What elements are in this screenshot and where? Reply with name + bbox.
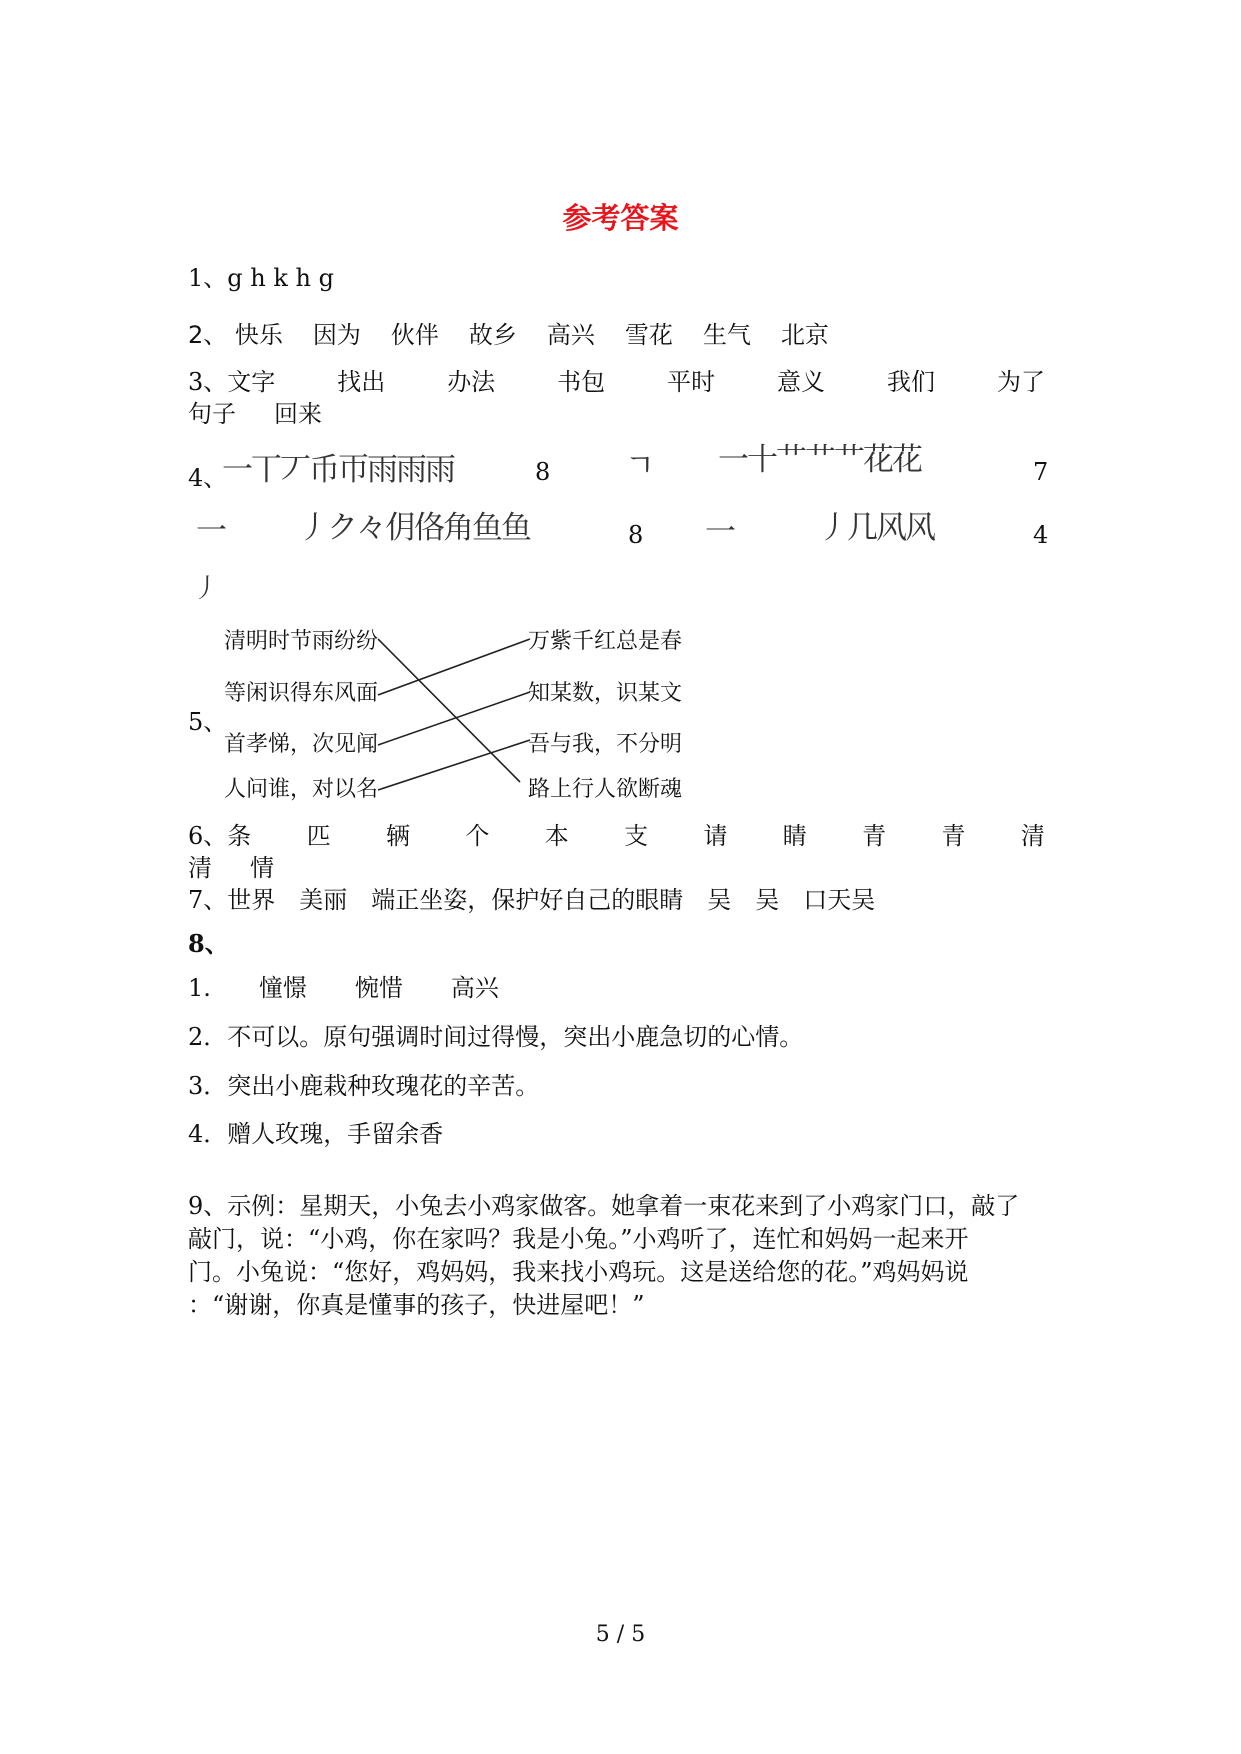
match-right-2: 知某数，识某文: [528, 681, 683, 706]
match-line: [378, 692, 530, 745]
stroke-first: ㄱ: [625, 448, 653, 484]
answer-word: 句子: [188, 400, 236, 428]
answer-word: 雪花: [624, 321, 673, 349]
answer-word: 回来: [274, 400, 322, 428]
match-line: [378, 740, 530, 790]
answer-word: 辆: [386, 822, 410, 850]
match-right-3: 吾与我，不分明: [528, 732, 683, 757]
answer-word: 情: [250, 854, 274, 882]
answer-word: 青: [862, 822, 887, 850]
answer-6-row1: [188, 816, 1045, 851]
stroke-first: 一: [196, 513, 225, 549]
answer-word: 办法: [447, 368, 496, 396]
answer-5-prefix: 5、: [188, 708, 228, 736]
answer-7: 7、世界 美丽 端正坐姿，保护好自己的眼睛 吴 吴 口天吴: [188, 886, 876, 914]
answer-word: 清: [1020, 822, 1045, 850]
answer-word: 支: [624, 822, 649, 850]
answer-word: 北京: [780, 321, 829, 349]
match-line: [378, 639, 530, 695]
answer-word: 我们: [887, 368, 935, 396]
answer-word: 个: [465, 822, 490, 850]
match-left-3: 首孝悌，次见闻: [224, 732, 379, 757]
answer-2-prefix: 2、: [188, 321, 228, 349]
answer-word: 意义: [777, 368, 826, 396]
answer-word: 高兴: [546, 321, 595, 349]
answer-word: 书包: [557, 368, 606, 396]
page-number: 5 / 5: [595, 1622, 646, 1647]
answer-8-item-2: 2．不可以。原句强调时间过得慢，突出小鹿急切的心情。: [188, 1023, 804, 1051]
answer-4-prefix: 4、: [188, 464, 228, 492]
answer-word: 平时: [667, 368, 716, 396]
stroke-count: 8: [535, 458, 551, 486]
answer-9-line-4: ：“谢谢，你真是懂事的孩子，快进屋吧！”: [188, 1291, 645, 1319]
answer-word: 3、文字: [188, 368, 276, 396]
answer-word: 伙伴: [390, 321, 439, 349]
match-left-4: 人问谁，对以名: [224, 777, 379, 802]
answer-8-item-1: 1. 憧憬 惋惜 高兴: [188, 974, 499, 1002]
stroke-count: 8: [628, 521, 644, 549]
stroke-order-hua: 一十艹艹艹花花: [718, 442, 921, 478]
answer-word: 青: [941, 822, 966, 850]
answer-word: 清: [188, 854, 212, 882]
stroke-count: 4: [1033, 521, 1049, 549]
answer-6-row2: [188, 848, 312, 883]
answer-word: 请: [703, 822, 728, 850]
answer-word: 找出: [337, 368, 386, 396]
answer-word: 6、条: [188, 822, 252, 850]
page-title: 参考答案: [562, 201, 679, 235]
stroke-first: 丿: [193, 574, 218, 604]
answer-word: 匹: [306, 822, 331, 850]
stroke-order-yu-fish: 丿ク々仴佫角鱼鱼: [298, 510, 530, 546]
match-right-4: 路上行人欲断魂: [528, 777, 683, 802]
answer-9-line-3: 门。小兔说：“您好，鸡妈妈，我来找小鸡玩。这是送给您的花。”鸡妈妈说: [188, 1258, 969, 1286]
answer-word: 为了: [996, 368, 1045, 396]
answer-word: 生气: [702, 321, 751, 349]
stroke-count: 7: [1033, 458, 1049, 486]
answer-9-line-2: 敲门，说：“小鸡，你在家吗？我是小兔。”小鸡听了，连忙和妈妈一起来开: [188, 1225, 969, 1253]
answer-word: 睛: [782, 822, 807, 850]
answer-8-label: 8、: [188, 929, 229, 958]
answer-word: 故乡: [468, 321, 517, 349]
answer-1: 1、g h k h g: [188, 264, 334, 292]
answer-8-item-3: 3．突出小鹿栽种玫瑰花的辛苦。: [188, 1072, 540, 1100]
answer-word: 快乐: [234, 321, 283, 349]
stroke-order-yu: 一丅丆币帀雨雨雨: [222, 452, 454, 488]
match-left-2: 等闲识得东风面: [224, 681, 379, 706]
match-line: [378, 639, 520, 782]
match-left-1: 清明时节雨纷纷: [224, 629, 379, 654]
stroke-order-feng: 丿几风风: [818, 510, 934, 546]
stroke-first: 一: [705, 514, 734, 550]
answer-word: 本: [544, 822, 569, 850]
answer-word: 因为: [312, 321, 361, 349]
answer-9-line-1: 9、示例：星期天，小兔去小鸡家做客。她拿着一束花来到了小鸡家门口，敲了: [188, 1192, 1020, 1220]
answer-8-item-4: 4．赠人玫瑰，手留余香: [188, 1120, 444, 1148]
match-right-1: 万紫千红总是春: [528, 629, 683, 654]
